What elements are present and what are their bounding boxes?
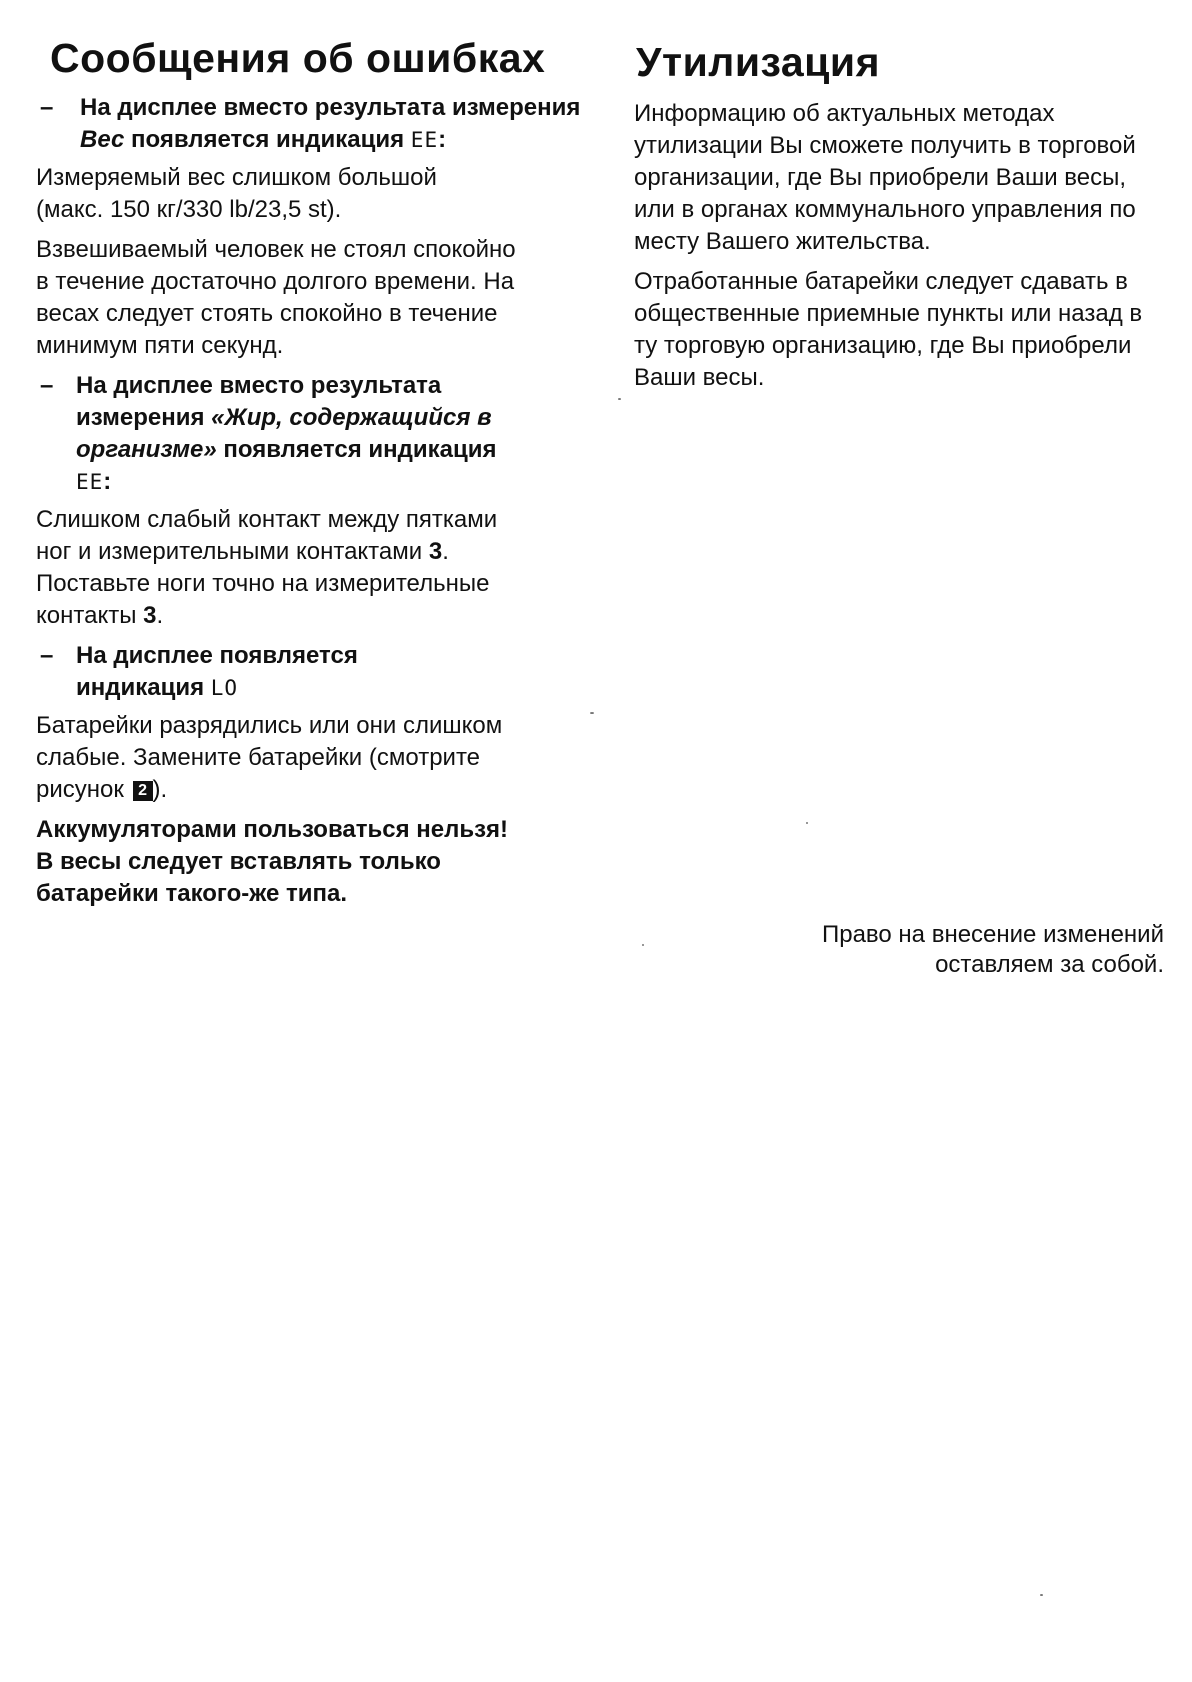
error-item-battery-title (36, 640, 456, 704)
error-item-weight-para-2: Взвешиваемый человек не стоял спокойно в течение достаточно долгого времени. На весах следует стоять спокойно в течение минимум пяти секунд. (36, 236, 516, 359)
dash-bullet: – (40, 94, 54, 121)
title-emphasis: Вес (80, 126, 125, 153)
title-text-post: появляется индикация (216, 436, 497, 463)
error-item-fat-title (36, 370, 536, 498)
disposal-heading: Утилизация (636, 39, 881, 85)
title-emphasis: «Жир, содержащийся в организме» (76, 404, 492, 463)
display-code-lo: LO (210, 676, 239, 700)
scan-speck (806, 822, 808, 824)
title-text: На дисплее вместо результата измерения (76, 372, 442, 431)
error-item-battery-para (36, 710, 536, 806)
title-text: На дисплее вместо результата измерения (80, 94, 581, 121)
scan-speck (618, 398, 621, 400)
disposal-para-1: Информацию об актуальных методах утилизации Вы сможете получить в торговой организации, где Вы приобрели Ваши весы, или в органах коммунального управления по месту Вашего жительства. (634, 100, 1136, 255)
title-text-post: появляется индикация (124, 126, 411, 153)
para-text: . Поставьте ноги точно на измерительные контакты (36, 538, 490, 629)
title-text: На дисплее появляется индикация (76, 642, 358, 701)
para-text: Батарейки разрядились или они слишком слабые. Замените батарейки (смотрите рисунок (36, 712, 503, 803)
display-code-ee: EE (410, 128, 439, 152)
para-text: Слишком слабый контакт между пятками ног и измерительными контактами (36, 506, 498, 565)
para-text: ). (152, 776, 168, 803)
error-messages-heading: Сообщения об ошибках (50, 35, 546, 81)
contact-number: 3 (143, 602, 157, 629)
dash-bullet: – (40, 372, 54, 399)
para-text: . (156, 602, 164, 629)
figure-reference-badge: 2 (133, 781, 153, 801)
title-colon: : (438, 126, 447, 153)
title-colon: : (103, 468, 112, 495)
display-code-ee: EE (76, 470, 104, 494)
dash-bullet: – (40, 642, 54, 669)
disposal-para-2: Отработанные батарейки следует сдавать в общественные приемные пункты или назад в ту торговую организацию, где Вы приобрели Ваши весы. (634, 268, 1143, 391)
scan-speck (1040, 1594, 1043, 1596)
error-item-weight-title (36, 92, 596, 156)
disposal-content (634, 98, 1164, 402)
error-item-weight-para-1: Измеряемый вес слишком большой (макс. 150 кг/330 lb/23,5 st). (36, 164, 437, 223)
battery-warning: Аккумуляторами пользоваться нельзя! В весы следует вставлять только батарейки такого-же типа. (36, 816, 509, 907)
error-messages-content (36, 92, 596, 910)
contact-number: 3 (428, 538, 443, 565)
rights-reserved-note: Право на внесение изменений оставляем за собой. (821, 921, 1164, 978)
error-item-fat-para (36, 504, 526, 632)
scan-speck (590, 712, 594, 714)
scan-speck (642, 944, 644, 946)
